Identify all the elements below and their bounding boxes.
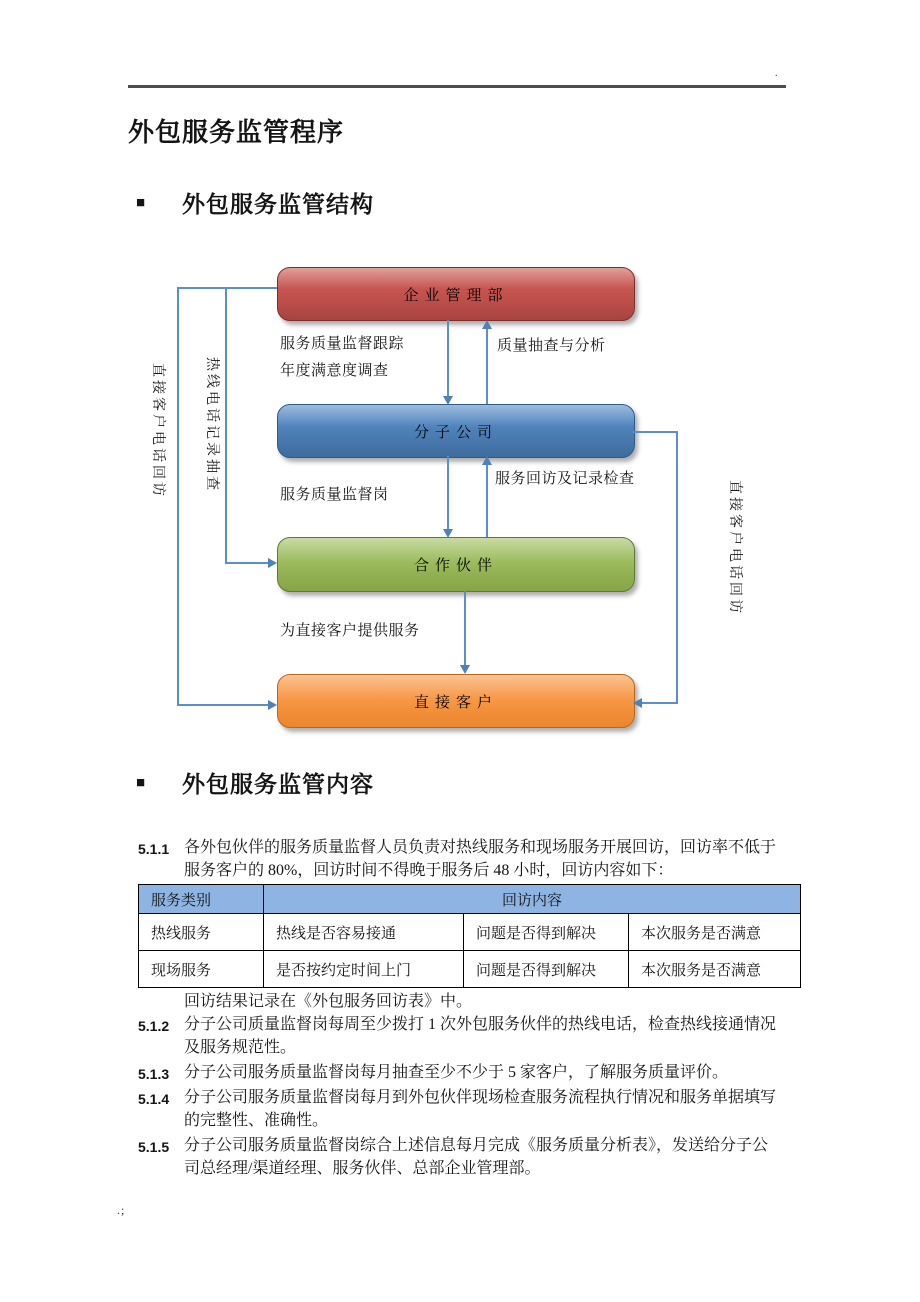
paragraph-text: 分子公司质量监督岗每周至少拨打 1 次外包服务伙伴的热线电话，检查热线接通情况 及服务规范性。	[184, 1016, 777, 1056]
connector-line	[486, 464, 488, 537]
connector-line	[464, 591, 466, 666]
paragraph-5-1-3	[138, 1061, 814, 1086]
table-header-review-content: 回访内容	[264, 885, 801, 914]
paragraph-number: 5.1.3	[138, 1066, 170, 1082]
node-label: 分子公司	[413, 424, 498, 441]
square-bullet-icon: ■	[136, 774, 147, 791]
corner-dot: .	[775, 68, 778, 79]
connector-line	[486, 328, 488, 404]
section-title: 外包服务监管内容	[182, 771, 374, 797]
paragraph-number: 5.1.1	[138, 841, 170, 857]
edge-label-quality-tracking: 服务质量监督跟踪 年度满意度调查	[280, 336, 405, 379]
table-cell: 本次服务是否满意	[629, 914, 801, 951]
vertical-label-hotline-record-check: 热线电话记录抽查	[204, 357, 219, 493]
arrowhead-right-icon	[268, 558, 277, 568]
arrowhead-left-icon	[633, 698, 642, 708]
connector-line	[178, 287, 277, 289]
node-label: 合作伙伴	[413, 558, 498, 574]
connector-line	[225, 287, 227, 564]
table-cell: 问题是否得到解决	[464, 914, 629, 951]
connector-line	[177, 704, 269, 706]
document-title: 外包服务监管程序	[128, 118, 345, 147]
section-heading-structure	[136, 186, 374, 219]
header-rule	[128, 85, 786, 88]
edge-label-supervision-post: 服务质量监督岗	[280, 487, 389, 503]
table-cell: 热线是否容易接通	[264, 914, 464, 951]
arrowhead-right-icon	[268, 700, 277, 710]
edge-label-provide-service: 为直接客户提供服务	[280, 623, 420, 639]
edge-label-quality-check: 质量抽查与分析	[497, 338, 606, 354]
square-bullet-icon: ■	[136, 194, 147, 211]
section-title: 外包服务监管结构	[182, 191, 374, 217]
arrowhead-up-icon	[482, 456, 492, 465]
table-note: 回访结果记录在《外包服务回访表》中。	[184, 993, 473, 1010]
arrowhead-up-icon	[482, 320, 492, 329]
table-cell: 问题是否得到解决	[464, 951, 629, 988]
table-cell: 热线服务	[139, 914, 264, 951]
footer-mark: .;	[117, 1203, 126, 1217]
arrowhead-down-icon	[443, 529, 453, 538]
vertical-label-direct-customer-callback-right: 直接客户电话回访	[727, 480, 742, 616]
diagram-node-enterprise-management	[277, 267, 635, 321]
edge-label-service-review: 服务回访及记录检查	[495, 471, 635, 487]
paragraph-5-1-4	[138, 1086, 814, 1132]
paragraph-text: 分子公司服务质量监督岗每月抽查至少不少于 5 家客户，了解服务质量评价。	[184, 1064, 729, 1081]
diagram-node-partner	[277, 537, 635, 592]
paragraph-number: 5.1.5	[138, 1139, 170, 1155]
paragraph-5-1-1	[138, 836, 814, 882]
table-cell: 是否按约定时间上门	[264, 951, 464, 988]
connector-line	[676, 431, 678, 704]
paragraph-5-1-2	[138, 1013, 814, 1059]
table-cell: 现场服务	[139, 951, 264, 988]
table-cell: 本次服务是否满意	[629, 951, 801, 988]
paragraph-text: 各外包伙伴的服务质量监督人员负责对热线服务和现场服务开展回访，回访率不低于 服务客户的 80%，回访时间不得晚于服务后 48 小时，回访内容如下：	[184, 839, 777, 879]
vertical-label-direct-customer-callback-left: 直接客户电话回访	[150, 363, 165, 499]
arrowhead-down-icon	[460, 665, 470, 674]
paragraph-text: 分子公司服务质量监督岗每月到外包伙伴现场检查服务流程执行情况和服务单据填写 的完整性、准确性。	[184, 1089, 777, 1129]
node-label: 企业管理部	[403, 287, 509, 304]
connector-line	[447, 456, 449, 530]
table-header-service-type: 服务类别	[139, 885, 264, 914]
paragraph-text: 分子公司服务质量监督岗综合上述信息每月完成《服务质量分析表》，发送给分子公 司总经理/渠道经理、服务伙伴、总部企业管理部。	[184, 1137, 769, 1177]
diagram-node-direct-customer	[277, 674, 635, 728]
diagram-node-subsidiary	[277, 404, 635, 458]
connector-line	[447, 320, 449, 397]
table-row	[139, 914, 801, 951]
section-heading-content	[136, 766, 374, 799]
paragraph-number: 5.1.2	[138, 1018, 170, 1034]
connector-line	[225, 562, 269, 564]
connector-line	[633, 431, 678, 433]
connector-line	[177, 287, 179, 706]
node-label: 直接客户	[413, 694, 498, 711]
paragraph-5-1-5	[138, 1134, 814, 1180]
paragraph-number: 5.1.4	[138, 1091, 170, 1107]
review-table	[138, 884, 801, 988]
table-row	[139, 951, 801, 988]
connector-line	[642, 702, 678, 704]
arrowhead-down-icon	[443, 396, 453, 405]
table-header-row	[139, 885, 801, 914]
